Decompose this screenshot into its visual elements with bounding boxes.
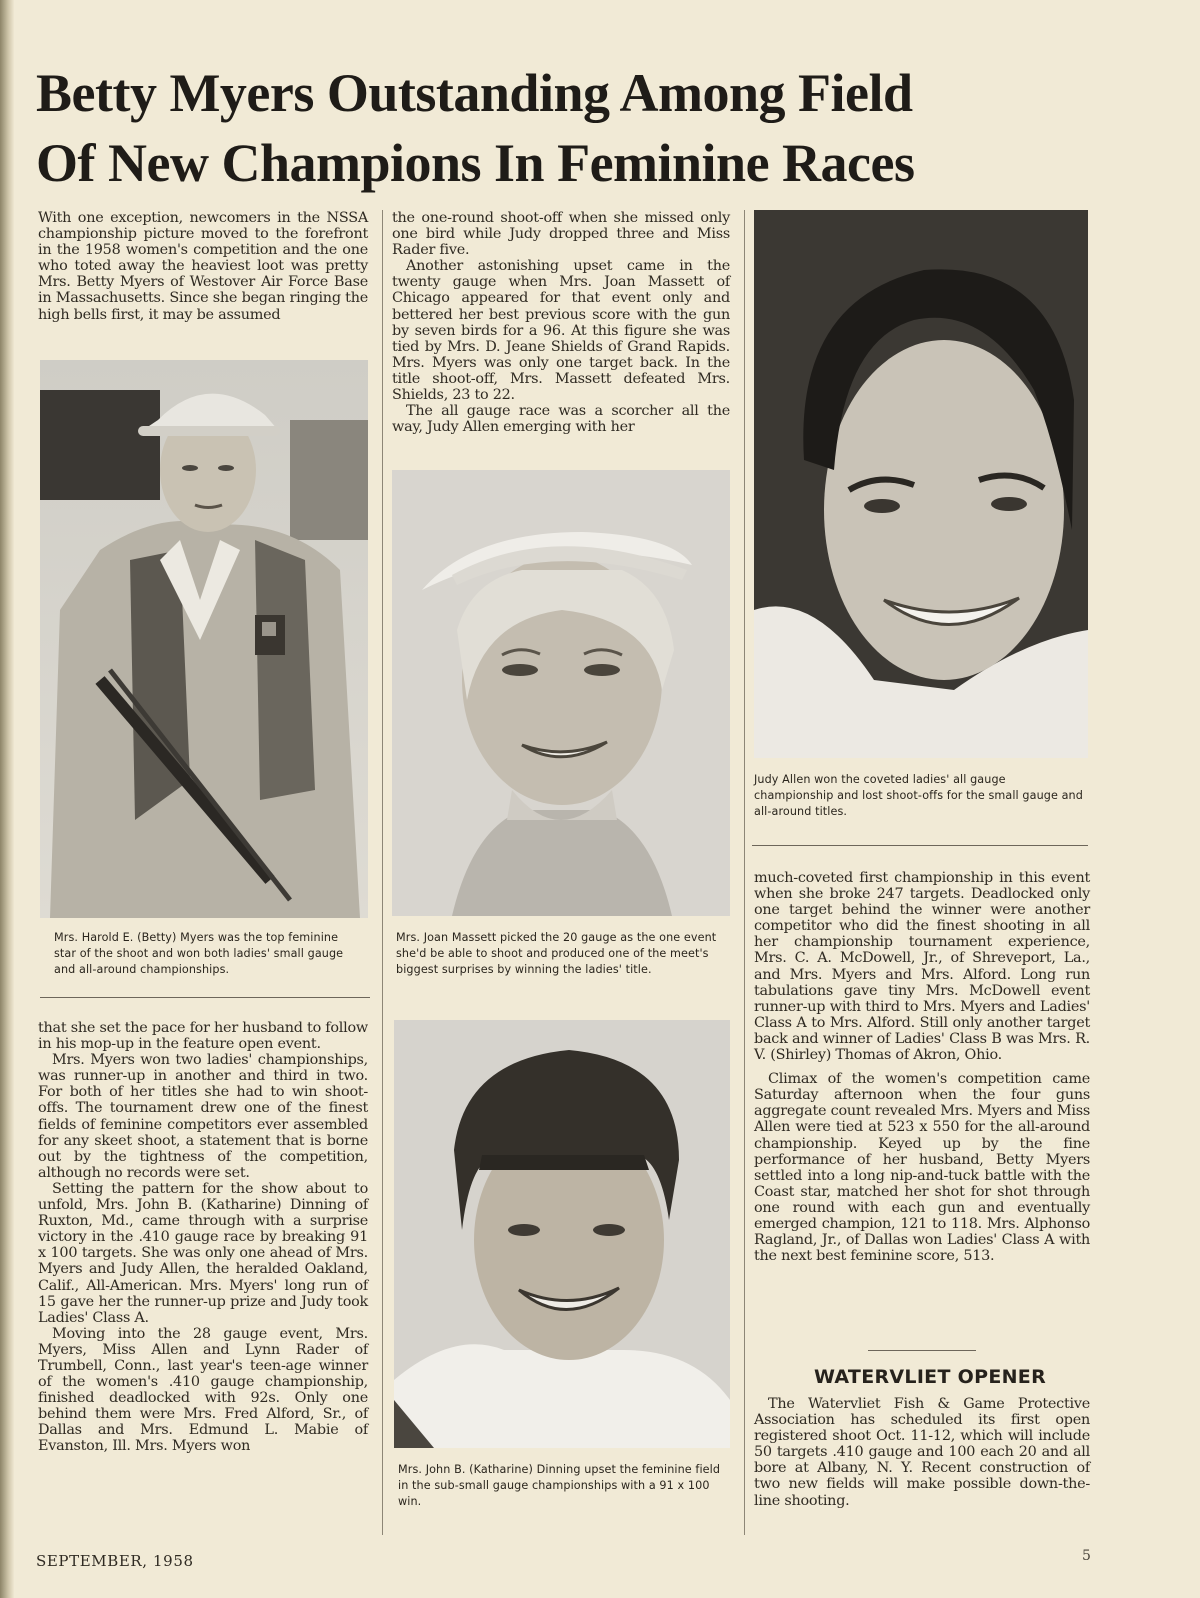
column-1-body — [38, 1020, 368, 1455]
paragraph-climax: Climax of the women's competition came Saturday afternoon when the four guns aggregate count revealed Mrs. Myers and Miss Allen were tied at 523 x 550 for the all-around championship. Keyed up by the fine performance of her husband, Betty Myers settled into a long nip-and-tuck battle with the Coast star, matched her shot for shot through one round with each gun and eventually emerged champion, 121 to 118. Mrs. Alphonso Ragland, Jr., of Dallas won Ladies' Class A with the next best feminine score, 513. — [754, 1071, 1090, 1265]
caption-betty-myers: Mrs. Harold E. (Betty) Myers was the top feminine star of the shoot and won both ladies' small gauge and all-around championships. — [54, 931, 344, 976]
sidebar-heading: WATERVLIET OPENER — [814, 1366, 1047, 1388]
paragraph-all-gauge: The all gauge race was a scorcher all the way, Judy Allen emerging with her — [392, 403, 730, 436]
paragraph-dinning-410: Setting the pattern for the show about to unfold, Mrs. John B. (Katharine) Dinning of Ruxton, Md., came through with a surprise victory in the .410 gauge race by breaking 91 x 100 targets. She was only one ahead of Mrs. Myers and Judy Allen, the heralded Oakland, Calif., All-American. Mrs. Myers' long run of 15 gave her the runner-up prize and Judy took Ladies' Class A. — [38, 1180, 368, 1326]
paragraph-two-championships: Mrs. Myers won two ladies' championships, was runner-up in another and third in two. For both of her titles she had to win shoot-offs. The tournament drew one of the finest fields of feminine competitors ever assembled for any skeet shoot, a statement that is borne out by the tightness of the competition, although no records were set. — [38, 1052, 368, 1181]
caption-katharine-dinning: Mrs. John B. (Katharine) Dinning upset the feminine field in the sub-small gauge championships with a 91 x 100 win. — [398, 1463, 721, 1508]
sidebar-body: The Watervliet Fish & Game Protective Association has scheduled its first open registered shoot Oct. 11-12, which will include 50 targets .410 gauge and 100 each 20 and all bore at Albany, N. Y. Recent construction of two new fields will make possible down-the-line shooting. — [754, 1396, 1090, 1509]
photo-judy-allen — [754, 210, 1088, 758]
rule-under-caption-1 — [40, 997, 370, 998]
headline — [36, 58, 1156, 198]
paragraph-all-gauge-winner: much-coveted first championship in this event when she broke 247 targets. Deadlocked only one target behind the winner were another competitor who did the finest shooting in all her championship tournament experience, Mrs. C. A. McDowell, Jr., of Shreveport, La., and Mrs. Myers and Mrs. Alford. Long run tabulations gave tiny Mrs. McDowell event runner-up with third to Mrs. Myers and Ladies' Class A to Mrs. Alford. Still only another target back and winner of Ladies' Class B was Mrs. R. V. (Shirley) Thomas of Akron, Ohio. — [754, 870, 1090, 1064]
intro-paragraph: With one exception, newcomers in the NSSA championship picture moved to the forefront in the 1958 women's competition and the one who toted away the heaviest loot was pretty Mrs. Betty Myers of Westover Air Force Base in Massachusetts. Since she began ringing the high bells first, it may be assumed — [38, 210, 368, 323]
paragraph-twenty-gauge: Another astonishing upset came in the twenty gauge when Mrs. Joan Massett of Chicago appeared for that event only and bettered her best previous score with the gun by seven birds for a 96. At this figure she was tied by Mrs. D. Jeane Shields of Grand Rapids. Mrs. Myers was only one target back. In the title shoot-off, Mrs. Massett defeated Mrs. Shields, 23 to 22. — [392, 258, 730, 404]
photo-joan-massett — [392, 470, 730, 916]
caption-judy-allen: Judy Allen won the coveted ladies' all gauge championship and lost shoot-offs for the small gauge and all-around titles. — [754, 773, 1083, 818]
rule-above-sidebar — [868, 1350, 976, 1351]
binding-edge — [0, 0, 14, 1598]
caption-joan-massett: Mrs. Joan Massett picked the 20 gauge as the one event she'd be able to shoot and produced one of the meet's biggest surprises by winning the ladies' title. — [396, 931, 717, 976]
paragraph-shoot-off: the one-round shoot-off when she missed only one bird while Judy dropped three and Miss Rader five. — [392, 210, 730, 259]
column-divider-2 — [744, 210, 745, 1535]
photo-katharine-dinning — [394, 1020, 730, 1448]
column-3-body — [754, 870, 1090, 1264]
paragraph-28-gauge: Moving into the 28 gauge event, Mrs. Myers, Miss Allen and Lynn Rader of Trumbell, Conn., last year's teen-age winner of the women's .410 gauge championship, finished deadlocked with 92s. Only one behind them were Mrs. Fred Alford, Sr., of Dallas and Mrs. Edmund L. Mabie of Evanston, Ill. Mrs. Myers won — [38, 1325, 368, 1455]
headline-line-2: Of New Champions In Feminine Races — [36, 133, 915, 193]
sidebar-body-container — [754, 1396, 1090, 1509]
paragraph-pace: that she set the pace for her husband to follow in his mop-up in the feature open event. — [38, 1020, 368, 1053]
rule-under-caption-allen — [752, 845, 1088, 846]
column-divider-1 — [382, 210, 383, 1535]
photo-betty-myers — [40, 360, 368, 918]
page-number: 5 — [1082, 1548, 1091, 1564]
headline-line-1: Betty Myers Outstanding Among Field — [36, 63, 913, 123]
column-1-intro — [38, 210, 368, 323]
footer-date: SEPTEMBER, 1958 — [36, 1552, 194, 1570]
column-2-body — [392, 210, 730, 435]
